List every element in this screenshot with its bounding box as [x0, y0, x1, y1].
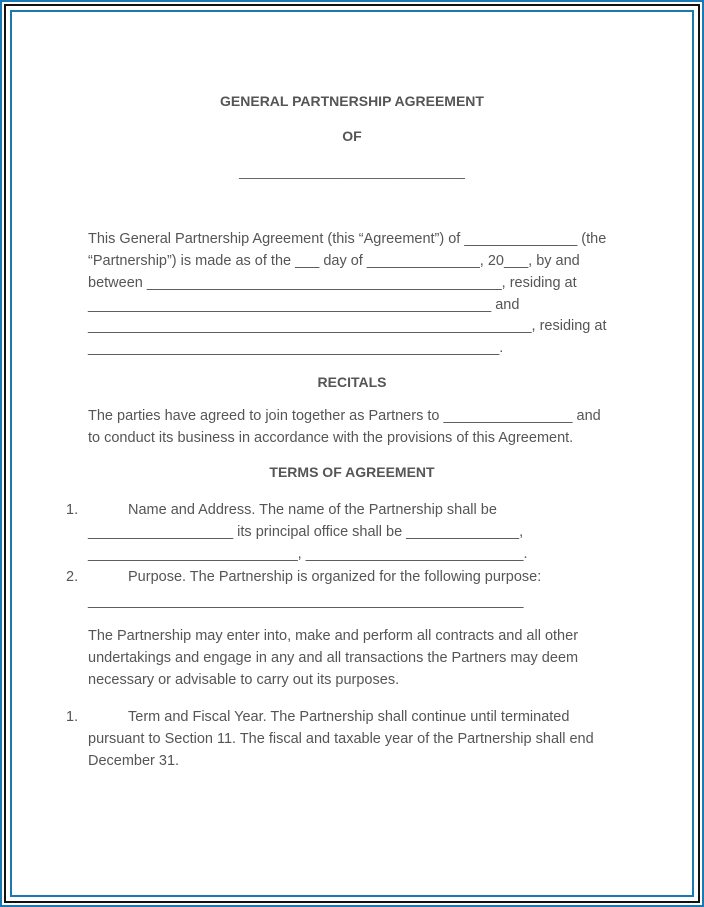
item-number: 1.: [66, 502, 79, 518]
partnership-name-blank: _____________________________: [239, 163, 465, 179]
item-line: pursuant to Section 11. The fiscal and taxable year of the Partnership shall end: [88, 731, 594, 747]
intro-line: __________________________________________________ and: [88, 297, 520, 313]
recitals-line: The parties have agreed to join together as Partners to ________________ and: [88, 408, 601, 424]
item-line: Name and Address. The name of the Partnership shall be: [128, 502, 497, 518]
intro-line: _______________________________________________________, residing at: [88, 318, 607, 334]
terms-heading: TERMS OF AGREEMENT: [269, 464, 435, 480]
paragraph-line: necessary or advisable to carry out its purposes.: [88, 672, 400, 688]
item-line: __________________ its principal office shall be ______________,: [88, 524, 524, 540]
intro-line: “Partnership”) is made as of the ___ day of ______________, 20___, by and: [88, 253, 580, 269]
item-line: __________________________, ___________________________.: [88, 546, 528, 562]
item-line: ______________________________________________________: [88, 593, 524, 609]
item-line: Purpose. The Partnership is organized for the following purpose:: [128, 569, 542, 585]
intro-line: ___________________________________________________.: [88, 340, 504, 356]
item-number: 2.: [66, 569, 79, 585]
intro-line: between ____________________________________________, residing at: [88, 275, 577, 291]
item-number: 1.: [66, 709, 79, 725]
recitals-heading: RECITALS: [317, 374, 387, 390]
paragraph-line: undertakings and engage in any and all transactions the Partners may deem: [88, 650, 579, 666]
item-line: Term and Fiscal Year. The Partnership shall continue until terminated: [128, 709, 570, 725]
intro-line: This General Partnership Agreement (this “Agreement”) of ______________ (the: [88, 231, 607, 247]
document-title: GENERAL PARTNERSHIP AGREEMENT: [220, 93, 484, 109]
recitals-line: to conduct its business in accordance with the provisions of this Agreement.: [88, 430, 574, 446]
paragraph-line: The Partnership may enter into, make and perform all contracts and all other: [88, 628, 579, 644]
document-subtitle: OF: [342, 128, 362, 144]
item-line: December 31.: [88, 753, 180, 769]
